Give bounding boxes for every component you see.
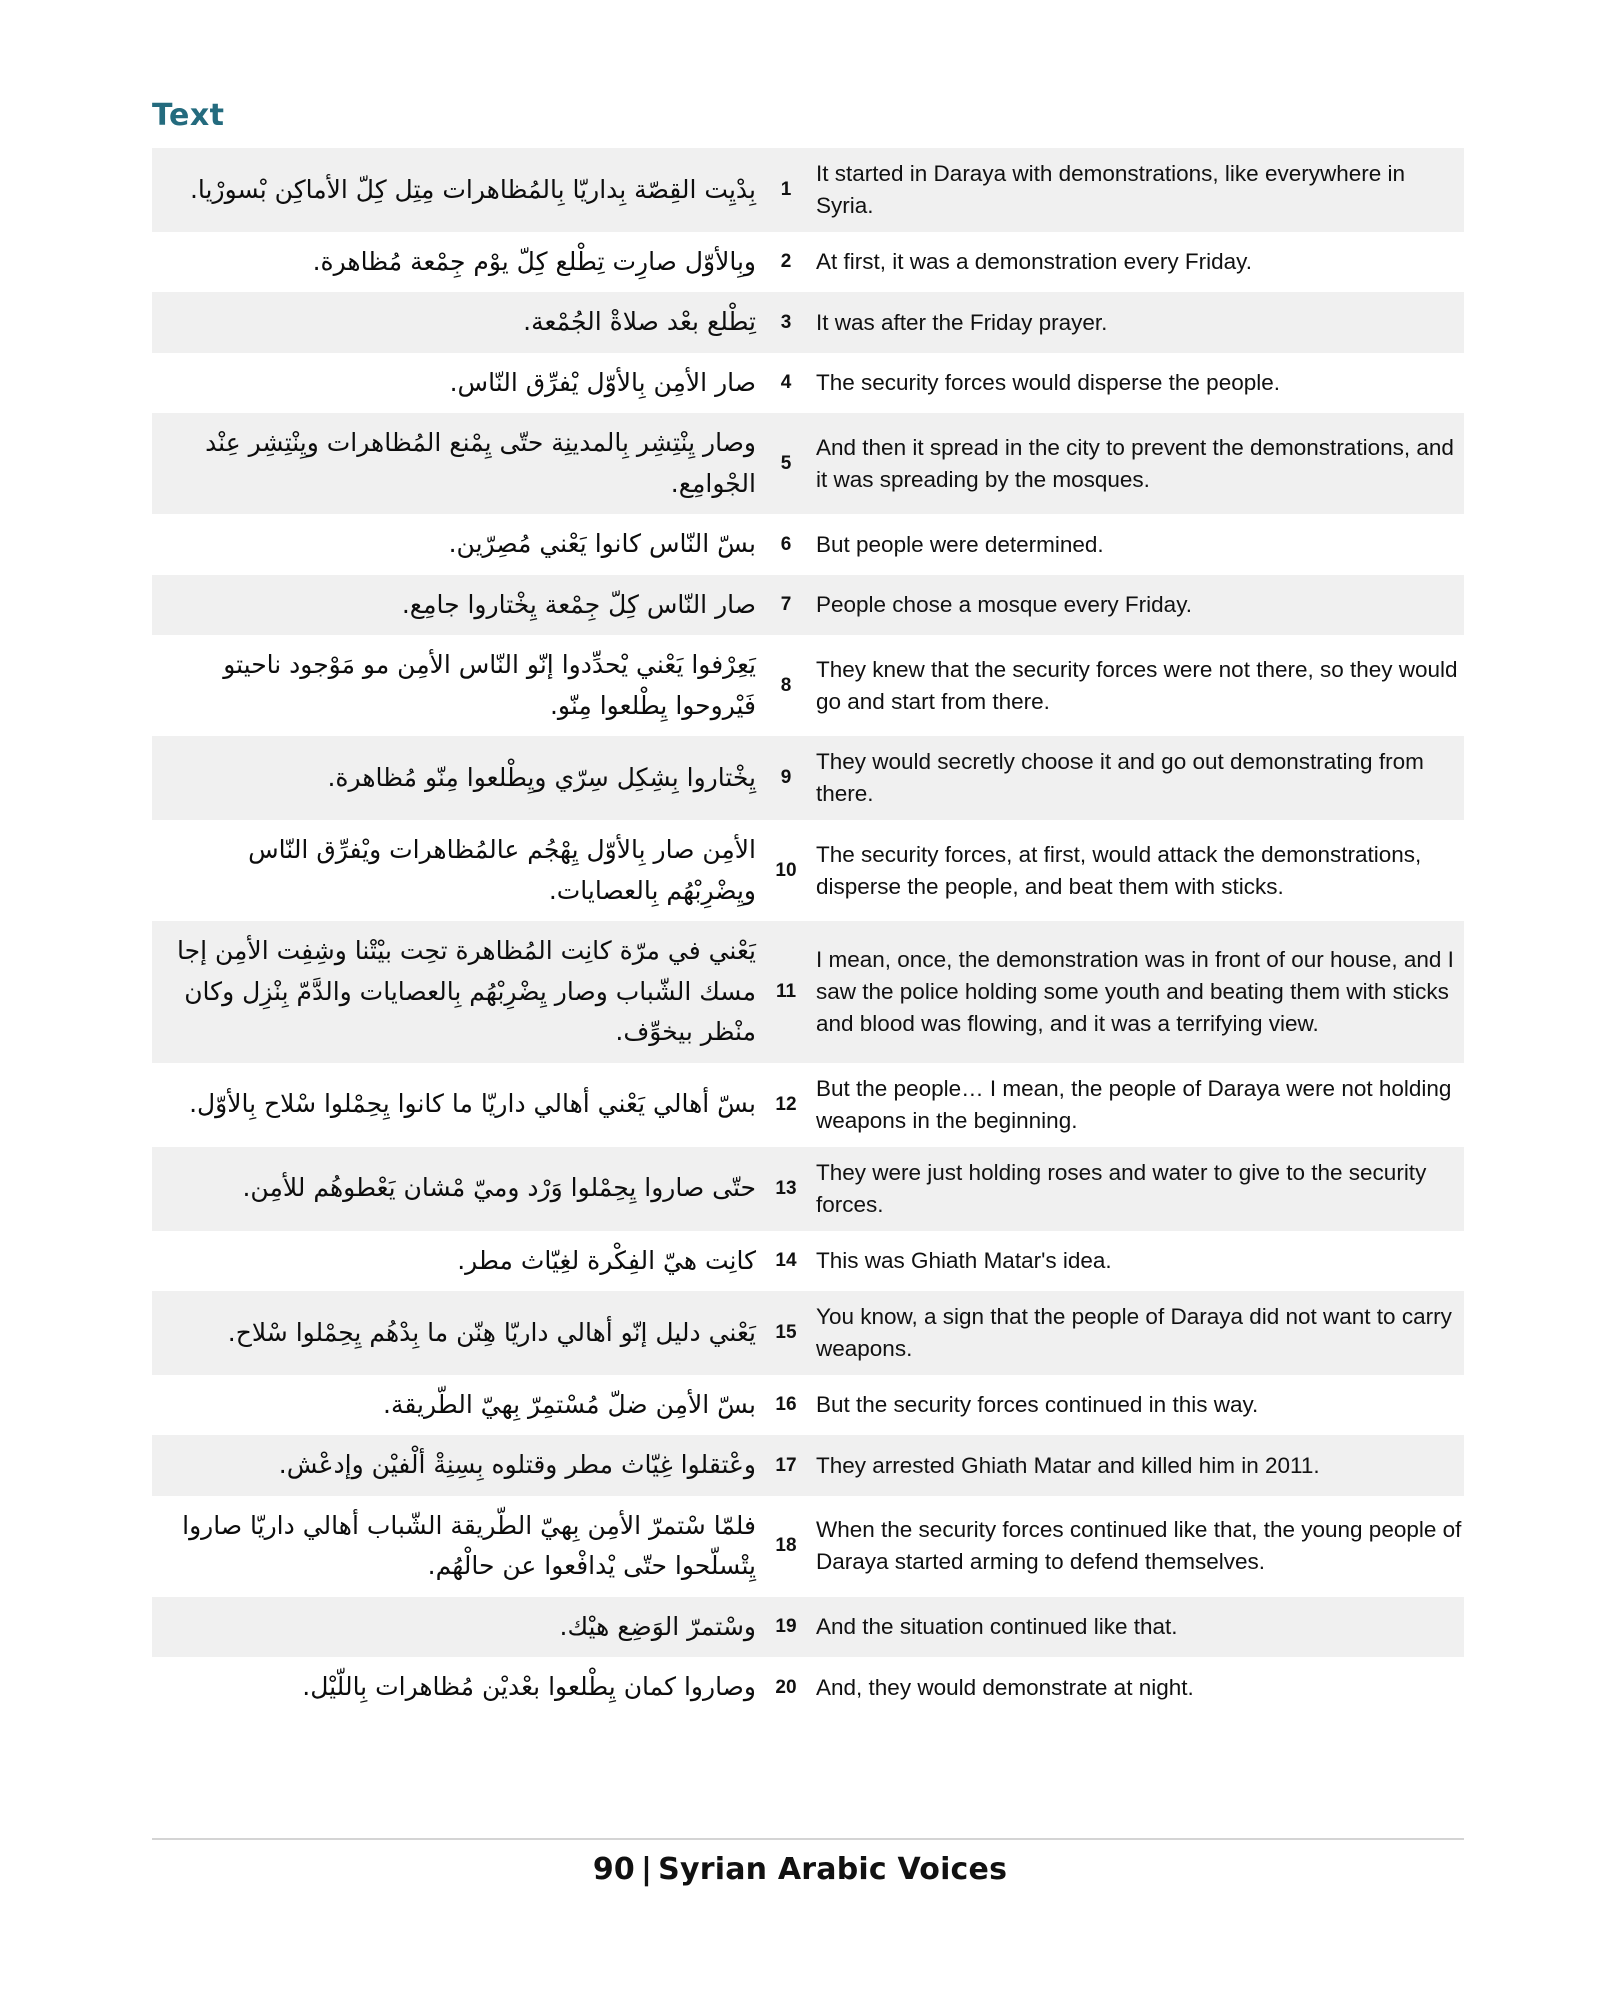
english-translation-cell: They arrested Ghiath Matar and killed him in 2011. — [816, 1452, 1320, 1478]
arabic-transcription-cell: وصاروا كمان يِطْلعوا بعْديْن مُظاهرات بِاللّيْل. — [302, 1672, 756, 1702]
table-row — [152, 413, 1464, 514]
line-number-cell: 8 — [780, 674, 792, 696]
line-number-cell: 19 — [775, 1616, 797, 1638]
english-translation-cell: This was Ghiath Matar's idea. — [816, 1247, 1112, 1273]
table-row — [152, 1496, 1464, 1597]
english-translation-cell: They knew that the security forces were not there, so they would go and start from there. — [816, 656, 1458, 714]
arabic-transcription-cell: يَعْني دليل إنّو أهالي داريّا هِنّن ما بِدْهُم يِحِمْلوا سْلاح. — [227, 1317, 756, 1347]
table-row — [152, 353, 1464, 414]
english-translation-cell: You know, a sign that the people of Daraya did not want to carry weapons. — [816, 1304, 1452, 1361]
line-number-cell: 20 — [775, 1676, 797, 1698]
table-row — [152, 1435, 1464, 1496]
line-number-cell: 16 — [775, 1394, 797, 1416]
english-translation-cell: The security forces would disperse the people. — [816, 370, 1280, 396]
line-number-cell: 1 — [780, 178, 792, 200]
footer-separator: | — [640, 1852, 653, 1887]
line-number-cell: 18 — [775, 1535, 797, 1557]
table-row — [152, 1375, 1464, 1436]
english-translation-cell: I mean, once, the demonstration was in front of our house, and I saw the police holding some youth and beating them with sticks and blood was flowing, and it was a terrifying view. — [816, 947, 1454, 1036]
arabic-transcription-cell: صار الأمِن بِالأوّل يْفرِّق النّاس. — [449, 367, 756, 397]
table-row — [152, 1231, 1464, 1292]
arabic-transcription-cell: بسّ الأمِن ضلّ مُسْتمِرّ بِهيّ الطّريقة. — [383, 1389, 756, 1419]
table-row — [152, 148, 1464, 232]
line-number-cell: 17 — [775, 1454, 797, 1476]
arabic-transcription-cell: فلمّا سْتمرّ الأمِن بِهيّ الطّريقة الشّباب أهالي داريّا صاروا يِتْسلّحوا حتّى يْدافْعوا عن حالْهُم. — [182, 1510, 756, 1581]
line-number-cell: 2 — [780, 251, 792, 273]
english-translation-cell: But people were determined. — [816, 531, 1104, 557]
page-title: Text — [152, 98, 225, 133]
line-number-cell: 15 — [775, 1321, 797, 1343]
transcript-table — [152, 148, 1464, 1718]
english-translation-cell: And then it spread in the city to prevent the demonstrations, and it was spreading by the mosques. — [816, 434, 1454, 492]
line-number-cell: 12 — [775, 1093, 797, 1115]
line-number-cell: 3 — [780, 311, 792, 333]
arabic-transcription-cell: بسّ النّاس كانوا يَعْني مُصِرّين. — [448, 529, 756, 559]
table-row — [152, 1147, 1464, 1231]
arabic-transcription-cell: وسْتمرّ الوَضِع هيْك. — [559, 1611, 756, 1641]
arabic-transcription-cell: يَعْني في مرّة كانِت المُظاهرة تحِت بيْتْنا وشِفِت الأمِن إجا مسك الشّباب وصار يِضْرِبْهُم بِالعصايات والدَّمّ بِنْزِل وكان منْظر بيخوِّف. — [177, 936, 756, 1047]
footer-page-number: 90 — [592, 1852, 635, 1887]
english-translation-cell: But the people… I mean, the people of Daraya were not holding weapons in the beginning. — [816, 1075, 1452, 1133]
english-translation-cell: People chose a mosque every Friday. — [816, 592, 1193, 618]
table-row — [152, 1063, 1464, 1147]
line-number-cell: 4 — [780, 372, 792, 394]
arabic-transcription-cell: صار النّاس كِلّ جِمْعة يِخْتاروا جامِع. — [401, 589, 756, 619]
transcript-table-body — [152, 148, 1464, 1718]
line-number-cell: 5 — [780, 452, 792, 474]
table-row — [152, 635, 1464, 736]
table-row — [152, 514, 1464, 575]
page-footer — [0, 1852, 1600, 1887]
arabic-transcription-cell: يِخْتاروا بِشِكِل سِرّي ويِطْلعوا مِنّو مُظاهرة. — [327, 763, 756, 793]
english-translation-cell: The security forces, at first, would attack the demonstrations, disperse the people, and beat them with sticks. — [816, 841, 1422, 899]
table-row — [152, 921, 1464, 1063]
table-row — [152, 1291, 1464, 1375]
transcript-table-container — [152, 148, 1464, 1718]
arabic-transcription-cell: وعْتقلوا غِيّاث مطر وقتلوه بِسِنِةْ ألْفيْن وإدعْش. — [278, 1450, 756, 1480]
table-row — [152, 1657, 1464, 1718]
english-translation-cell: When the security forces continued like that, the young people of Daraya started arming to defend themselves. — [816, 1517, 1462, 1575]
arabic-transcription-cell: تِطْلع بعْد صلاةْ الجُمْعة. — [523, 307, 756, 337]
line-number-cell: 9 — [780, 767, 792, 789]
table-row — [152, 575, 1464, 636]
arabic-transcription-cell: بسّ أهالي يَعْني أهالي داريّا ما كانوا يِحِمْلوا سْلاح بِالأوّل. — [189, 1089, 756, 1119]
table-row — [152, 820, 1464, 921]
english-translation-cell: They were just holding roses and water to give to the security forces. — [816, 1159, 1427, 1217]
table-row — [152, 1597, 1464, 1658]
line-number-cell: 7 — [780, 594, 792, 616]
arabic-transcription-cell: الأمِن صار بِالأوّل يِهْجُم عالمُظاهرات ويْفرِّق النّاس ويِضْرِبْهُم بِالعصايات. — [248, 835, 756, 905]
arabic-transcription-cell: كانِت هيّ الفِكْرة لغِيّاث مطر. — [457, 1245, 756, 1275]
table-row — [152, 292, 1464, 353]
english-translation-cell: And, they would demonstrate at night. — [816, 1674, 1194, 1700]
arabic-transcription-cell: حتّى صاروا يِحِمْلوا وَرْد وميّ مْشان يَعْطوهُم للأمِن. — [242, 1173, 756, 1203]
line-number-cell: 11 — [775, 981, 797, 1002]
footer-divider — [152, 1838, 1464, 1840]
english-translation-cell: But the security forces continued in this way. — [816, 1392, 1259, 1418]
english-translation-cell: They would secretly choose it and go out demonstrating from there. — [816, 749, 1424, 807]
footer-book-title: Syrian Arabic Voices — [658, 1852, 1008, 1887]
arabic-transcription-cell: وبِالأوّل صارِت تِطْلع كِلّ يوْم جِمْعة مُظاهرة. — [312, 246, 756, 276]
english-translation-cell: It was after the Friday prayer. — [816, 309, 1108, 335]
english-translation-cell: It started in Daraya with demonstrations, like everywhere in Syria. — [816, 161, 1406, 218]
arabic-transcription-cell: بِدْيِت القِصّة بِداريّا بِالمُظاهرات مِتِل كِلّ الأماكِن بْسورْيا. — [189, 174, 756, 204]
english-translation-cell: And the situation continued like that. — [816, 1614, 1178, 1640]
line-number-cell: 13 — [775, 1177, 797, 1199]
line-number-cell: 10 — [775, 859, 797, 881]
table-row — [152, 736, 1464, 820]
line-number-cell: 6 — [780, 533, 792, 555]
arabic-transcription-cell: يَعِرْفوا يَعْني يْحدِّدوا إنّو النّاس الأمِن مو مَوْجود ناحيتو فَيْروحوا يِطْلعوا مِنّو. — [223, 650, 756, 720]
arabic-transcription-cell: وصار يِنْتِشِر بِالمدينِة حتّى يِمْنع المُظاهرات ويِنْتِشِر عِنْد الجْوامِع. — [205, 428, 756, 498]
line-number-cell: 14 — [775, 1249, 797, 1271]
english-translation-cell: At first, it was a demonstration every Friday. — [816, 249, 1252, 275]
table-row — [152, 232, 1464, 293]
